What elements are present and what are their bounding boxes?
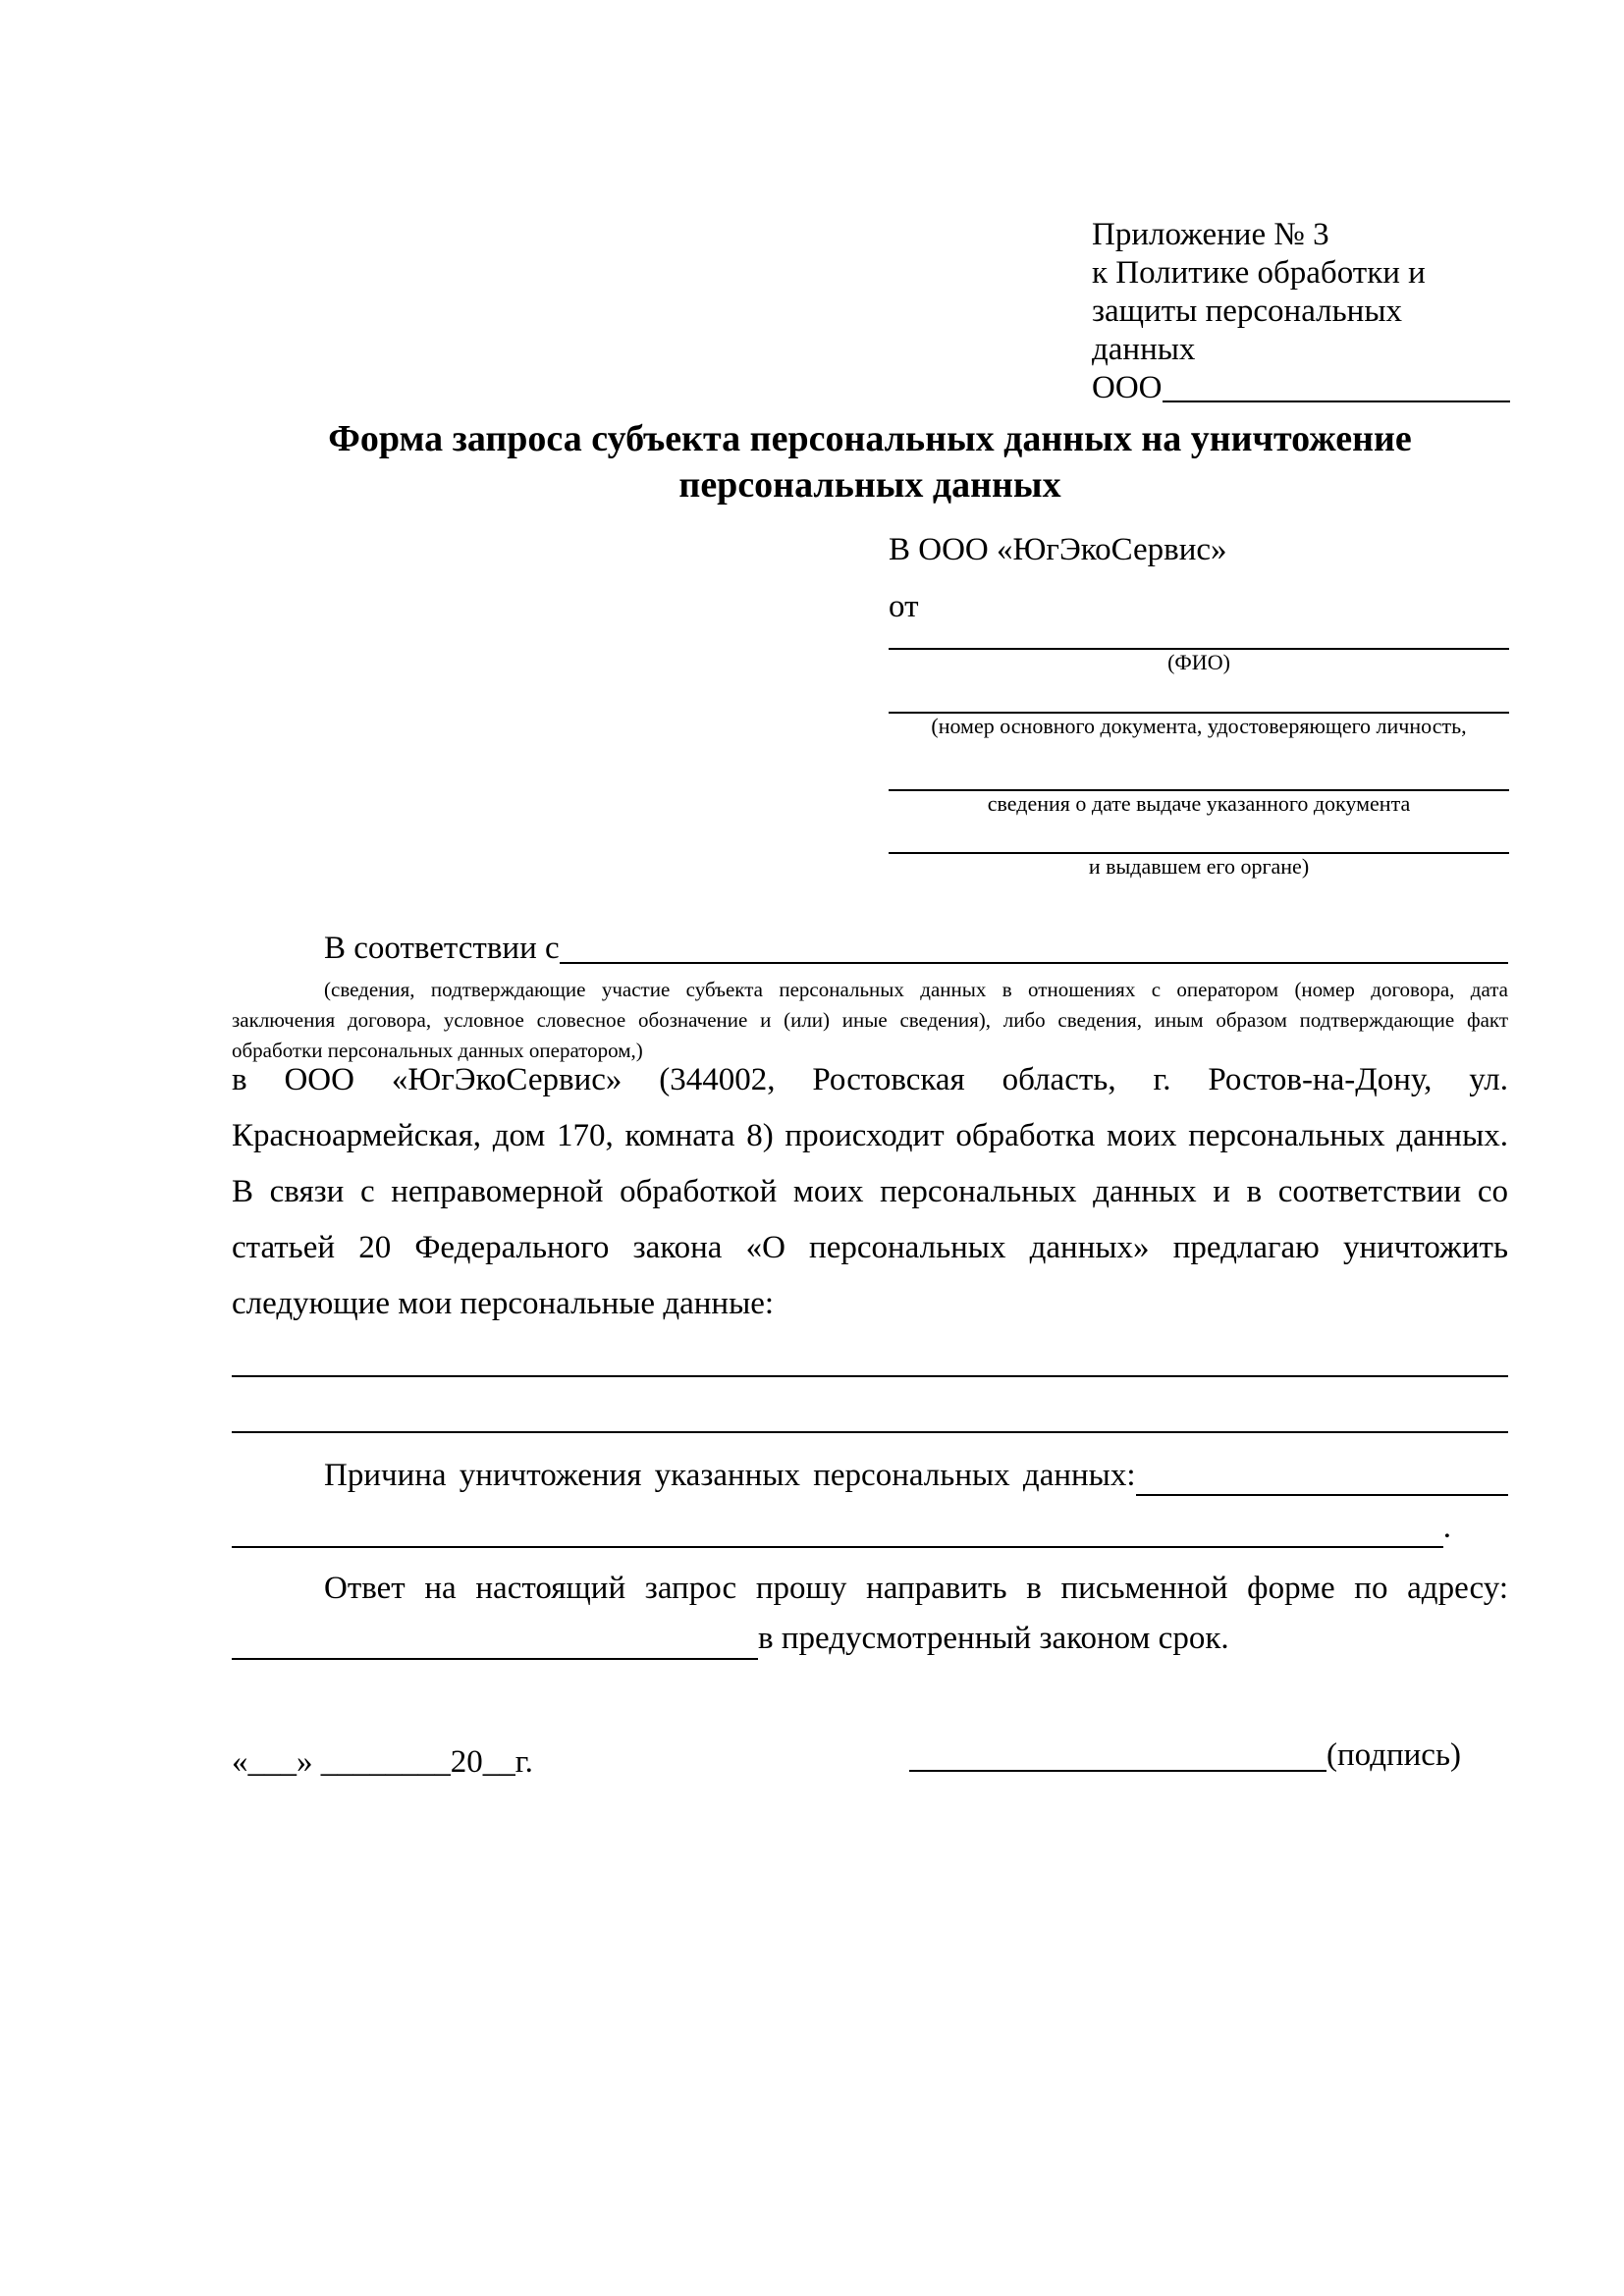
appendix-line-1: Приложение № 3 — [1092, 217, 1329, 252]
doc-number-caption: (номер основного документа, удостоверяющего личность, — [931, 714, 1467, 738]
body-block — [232, 929, 1508, 1667]
accordance-row — [232, 929, 1508, 968]
issuing-authority-blank-line — [889, 816, 1509, 854]
addressee-block — [889, 530, 1509, 879]
reason-label: Причина уничтожения указанных персональных данных: — [324, 1458, 1136, 1493]
accordance-note-line-3: обработки персональных данных оператором,) — [232, 1039, 643, 1062]
accordance-note-line-1: (сведения, подтверждающие участие субъекта персональных данных в отношениях с оператором (номер договора, дата — [324, 978, 1508, 1001]
fio-blank-line — [889, 626, 1509, 650]
accordance-note-line-2: заключения договора, условное словесное обозначение и (или) иные сведения), либо сведения, иным образом подтверждающие факт — [232, 1008, 1508, 1032]
doc-number-blank-line — [889, 674, 1509, 714]
main-paragraph — [232, 1052, 1508, 1332]
signature-block — [909, 1733, 1461, 1778]
address-row — [232, 1611, 1508, 1667]
appendix-block — [1092, 216, 1510, 407]
main-paragraph-line-2: Красноармейская, дом 170, комната 8) происходит обработка моих персональных данных. — [232, 1118, 1508, 1153]
appendix-org-row — [1092, 369, 1510, 407]
main-paragraph-line-3: В связи с неправомерной обработкой моих персональных данных и в соответствии со — [232, 1174, 1508, 1209]
footer-row — [232, 1733, 1508, 1785]
org-blank-line — [1163, 369, 1511, 402]
accordance-label: В соответствии с — [324, 931, 560, 966]
main-paragraph-line-1: в ООО «ЮгЭкоСервис» (344002, Ростовская область, г. Ростов-на-Дону, ул. — [232, 1062, 1508, 1097]
signature-blank-line — [909, 1770, 1326, 1772]
addressee-to: В ООО «ЮгЭкоСервис» — [889, 532, 1227, 567]
addressee-from: от — [889, 589, 919, 624]
date-field: «___» ________20__г. — [232, 1744, 533, 1780]
reason-continuation-blank-line — [232, 1500, 1443, 1548]
reason-line-period: . — [1442, 1510, 1451, 1545]
appendix-line-2: к Политике обработки и — [1092, 255, 1426, 291]
address-blank-line — [232, 1611, 758, 1660]
data-blank-line-1 — [232, 1375, 1508, 1377]
issuing-authority-caption: и выдавшем его органе) — [1088, 854, 1310, 879]
issue-date-caption: сведения о дате выдаче указанного документа — [987, 791, 1411, 816]
signature-caption: (подпись) — [1326, 1737, 1461, 1773]
answer-sentence: Ответ на настоящий запрос прошу направить в письменной форме по адресу: — [324, 1571, 1508, 1606]
main-paragraph-line-4: статьей 20 Федерального закона «О персональных данных» предлагаю уничтожить — [232, 1230, 1508, 1265]
address-suffix: в предусмотренный законом срок. — [758, 1621, 1229, 1656]
accordance-blank-line — [560, 929, 1508, 964]
page-title: Форма запроса субъекта персональных данных на уничтожение персональных данных — [328, 418, 1412, 506]
issue-date-blank-line — [889, 738, 1509, 791]
org-prefix: ООО — [1092, 370, 1163, 405]
reason-continuation-row — [232, 1500, 1508, 1556]
reason-blank-line — [1136, 1448, 1508, 1496]
fio-caption: (ФИО) — [1167, 650, 1230, 674]
main-paragraph-line-5: следующие мои персональные данные: — [232, 1286, 775, 1321]
appendix-line-3: защиты персональных данных — [1092, 294, 1402, 367]
data-blank-line-2 — [232, 1431, 1508, 1433]
reason-row — [232, 1448, 1508, 1504]
